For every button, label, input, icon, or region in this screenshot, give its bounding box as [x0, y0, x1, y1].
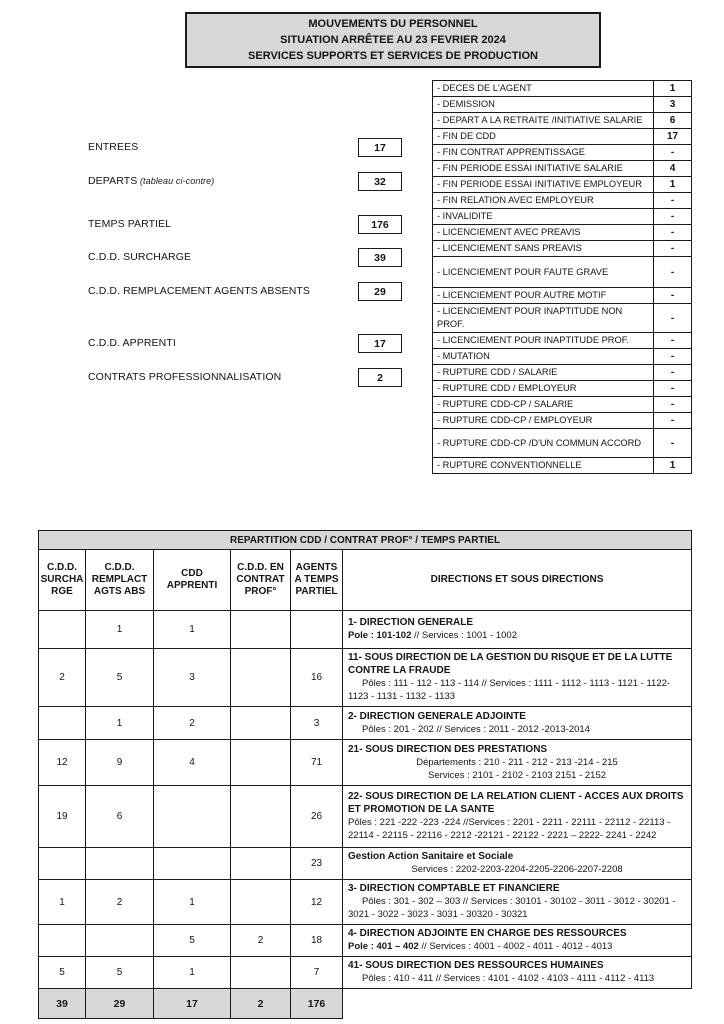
- summary-item: [88, 138, 402, 157]
- departs-label: - FIN CONTRAT APPRENTISSAGE: [433, 145, 654, 161]
- rep-value-cell: 2: [39, 649, 86, 707]
- rep-value-cell: [39, 611, 86, 649]
- rep-direction-cell: [343, 786, 692, 848]
- departs-label: - LICENCIEMENT SANS PREAVIS: [433, 241, 654, 257]
- rep-direction-cell: [343, 611, 692, 649]
- rep-value-cell: 19: [39, 786, 86, 848]
- summary-value-box: 39: [358, 248, 402, 267]
- rep-value-cell: 9: [86, 740, 154, 786]
- repartition-title: REPARTITION CDD / CONTRAT PROF° / TEMPS PARTIEL: [39, 531, 692, 550]
- rep-column-header: C.D.D. EN CONTRAT PROF°: [231, 550, 291, 611]
- direction-detail-segment: Départements : 210 - 211 - 212 - 213 -214 - 215: [416, 756, 618, 768]
- departs-row: [433, 381, 692, 397]
- rep-value-cell: [291, 611, 343, 649]
- departs-value: -: [654, 349, 692, 365]
- summary-label: ENTREES: [88, 141, 139, 153]
- rep-row: [39, 848, 692, 880]
- departs-value: 1: [654, 81, 692, 97]
- summary-note: (tableau ci-contre): [137, 176, 215, 186]
- departs-row: [433, 288, 692, 304]
- departs-row: [433, 177, 692, 193]
- direction-detail: [348, 940, 686, 953]
- direction-title: 4- DIRECTION ADJOINTE EN CHARGE DES RESSOURCES: [348, 928, 627, 939]
- rep-value-cell: [39, 925, 86, 957]
- header-line-1: MOUVEMENTS DU PERSONNEL: [308, 18, 478, 30]
- departs-label: - LICENCIEMENT AVEC PREAVIS: [433, 225, 654, 241]
- departs-table-body: [433, 81, 692, 474]
- rep-direction-cell: [343, 925, 692, 957]
- direction-detail-segment: Pôles : 111 - 112 - 113 - 114 // Services : 1111 - 1112 - 1113 - 1121 - 1122-1123 - 1131 - 1132 - 1133: [348, 678, 671, 702]
- rep-table-body: [39, 611, 692, 1019]
- direction-detail-segment: Services : 2101 - 2102 - 2103 2151 - 2152: [428, 769, 607, 781]
- rep-total-cell: 39: [39, 989, 86, 1019]
- rep-value-cell: 5: [154, 925, 231, 957]
- summary-value-box: 176: [358, 215, 402, 234]
- summary-item: [88, 215, 402, 234]
- rep-direction-cell: [343, 740, 692, 786]
- departs-label: - DEMISSION: [433, 97, 654, 113]
- rep-value-cell: 5: [86, 957, 154, 989]
- rep-value-cell: 2: [86, 880, 154, 925]
- summary-label: CONTRATS PROFESSIONNALISATION: [88, 371, 282, 383]
- departs-row: [433, 413, 692, 429]
- departs-label: - LICENCIEMENT POUR FAUTE GRAVE: [433, 257, 654, 288]
- direction-title: 41- SOUS DIRECTION DES RESSOURCES HUMAINES: [348, 960, 604, 971]
- rep-value-cell: [86, 925, 154, 957]
- rep-row: [39, 649, 692, 707]
- rep-value-cell: [86, 848, 154, 880]
- direction-detail-segment: Pôles : 410 - 411 // Services : 4101 - 4102 - 4103 - 4111 - 4112 - 4113: [362, 973, 655, 984]
- rep-value-cell: 16: [291, 649, 343, 707]
- departs-value: -: [654, 241, 692, 257]
- departs-value: -: [654, 225, 692, 241]
- departs-value: -: [654, 257, 692, 288]
- departs-row: [433, 257, 692, 288]
- departs-label: - LICENCIEMENT POUR INAPTITUDE PROF.: [433, 333, 654, 349]
- departs-table: [432, 80, 692, 474]
- summary-label: TEMPS PARTIEL: [88, 218, 172, 230]
- departs-row: [433, 429, 692, 458]
- header-line-3: SERVICES SUPPORTS ET SERVICES DE PRODUCTION: [248, 50, 538, 62]
- rep-totals-row: [39, 989, 692, 1019]
- rep-value-cell: [231, 611, 291, 649]
- departs-label: - DEPART A LA RETRAITE /INITIATIVE SALARIE: [433, 113, 654, 129]
- rep-total-cell: 176: [291, 989, 343, 1019]
- departs-row: [433, 129, 692, 145]
- rep-value-cell: 5: [86, 649, 154, 707]
- rep-row: [39, 786, 692, 848]
- departs-row: [433, 365, 692, 381]
- rep-direction-cell: [343, 707, 692, 740]
- summary-panel: [88, 0, 402, 420]
- rep-value-cell: [231, 786, 291, 848]
- departs-row: [433, 113, 692, 129]
- direction-detail: [348, 677, 686, 703]
- rep-row: [39, 957, 692, 989]
- rep-value-cell: 1: [86, 707, 154, 740]
- rep-title-row: [39, 531, 692, 550]
- departs-label: - FIN DE CDD: [433, 129, 654, 145]
- direction-detail-segment: Pôles : 221 -222 -223 -224 //Services : 2201 - 2211 - 22111 - 22112 - 22113 - 22114 - 22115 - 22116 - 2212 -22121 - 22122 - 2221 – 2222- 2241 - 2242: [348, 817, 671, 841]
- rep-direction-cell: [343, 880, 692, 925]
- summary-label: C.D.D. REMPLACEMENT AGENTS ABSENTS: [88, 285, 311, 297]
- departs-row: [433, 397, 692, 413]
- rep-value-cell: 2: [154, 707, 231, 740]
- rep-value-cell: 23: [291, 848, 343, 880]
- departs-value: 6: [654, 113, 692, 129]
- departs-label: - RUPTURE CDD / SALARIE: [433, 365, 654, 381]
- rep-value-cell: 1: [154, 880, 231, 925]
- rep-value-cell: 1: [154, 957, 231, 989]
- summary-value-box: 32: [358, 172, 402, 191]
- direction-detail-segment: // Services : 1001 - 1002: [411, 630, 517, 641]
- rep-value-cell: 5: [39, 957, 86, 989]
- departs-label: - RUPTURE CDD-CP / SALARIE: [433, 397, 654, 413]
- departs-value: 17: [654, 129, 692, 145]
- rep-value-cell: 18: [291, 925, 343, 957]
- rep-value-cell: [231, 740, 291, 786]
- departs-label: - FIN RELATION AVEC EMPLOYEUR: [433, 193, 654, 209]
- summary-label: DEPARTS (tableau ci-contre): [88, 175, 215, 187]
- direction-detail-segment: Pole : 401 – 402: [348, 941, 419, 952]
- departs-row: [433, 349, 692, 365]
- departs-label: - RUPTURE CDD-CP /D'UN COMMUN ACCORD: [433, 429, 654, 458]
- summary-item: [88, 334, 402, 353]
- summary-item: [88, 172, 402, 191]
- rep-value-cell: [39, 848, 86, 880]
- rep-value-cell: [231, 649, 291, 707]
- rep-value-cell: 12: [291, 880, 343, 925]
- direction-detail-segment: Pole : 101-102: [348, 630, 412, 641]
- departs-value: -: [654, 333, 692, 349]
- rep-value-cell: 1: [86, 611, 154, 649]
- rep-total-cell: 2: [231, 989, 291, 1019]
- departs-label: - RUPTURE CDD-CP / EMPLOYEUR: [433, 413, 654, 429]
- departs-row: [433, 333, 692, 349]
- rep-value-cell: 3: [154, 649, 231, 707]
- direction-detail: [348, 816, 686, 842]
- departs-row: [433, 81, 692, 97]
- departs-label: - LICENCIEMENT POUR AUTRE MOTIF: [433, 288, 654, 304]
- summary-value-box: 17: [358, 334, 402, 353]
- rep-value-cell: 4: [154, 740, 231, 786]
- rep-column-header: C.D.D. REMPLACT AGTS ABS: [86, 550, 154, 611]
- departs-row: [433, 225, 692, 241]
- departs-row: [433, 241, 692, 257]
- rep-column-header: DIRECTIONS ET SOUS DIRECTIONS: [343, 550, 692, 611]
- rep-empty-cell: [343, 989, 692, 1019]
- departs-row: [433, 145, 692, 161]
- rep-column-header: CDD APPRENTI: [154, 550, 231, 611]
- summary-value-box: 2: [358, 368, 402, 387]
- rep-value-cell: 1: [154, 611, 231, 649]
- direction-title: 1- DIRECTION GENERALE: [348, 617, 474, 628]
- rep-value-cell: [231, 880, 291, 925]
- rep-row: [39, 740, 692, 786]
- summary-item: [88, 248, 402, 267]
- departs-value: -: [654, 365, 692, 381]
- summary-item: [88, 368, 402, 387]
- direction-detail: [348, 972, 686, 985]
- rep-value-cell: 12: [39, 740, 86, 786]
- rep-value-cell: [39, 707, 86, 740]
- rep-row: [39, 611, 692, 649]
- direction-detail: [348, 769, 686, 782]
- rep-row: [39, 707, 692, 740]
- departs-row: [433, 97, 692, 113]
- departs-label: - MUTATION: [433, 349, 654, 365]
- rep-value-cell: 71: [291, 740, 343, 786]
- departs-value: -: [654, 193, 692, 209]
- rep-direction-cell: [343, 649, 692, 707]
- direction-detail: [348, 756, 686, 769]
- rep-value-cell: [231, 848, 291, 880]
- direction-title: 21- SOUS DIRECTION DES PRESTATIONS: [348, 743, 548, 755]
- rep-value-cell: 6: [86, 786, 154, 848]
- departs-value: 1: [654, 458, 692, 474]
- departs-value: -: [654, 397, 692, 413]
- direction-detail-segment: Pôles : 201 - 202 // Services : 2011 - 2012 -2013-2014: [362, 723, 590, 735]
- rep-column-header: AGENTS A TEMPS PARTIEL: [291, 550, 343, 611]
- rep-value-cell: 26: [291, 786, 343, 848]
- rep-value-cell: [154, 786, 231, 848]
- rep-value-cell: [231, 957, 291, 989]
- summary-label: C.D.D. SURCHARGE: [88, 251, 192, 263]
- departs-label: - RUPTURE CDD / EMPLOYEUR: [433, 381, 654, 397]
- rep-row: [39, 925, 692, 957]
- departs-row: [433, 193, 692, 209]
- departs-label: - FIN PERIODE ESSAI INITIATIVE SALARIE: [433, 161, 654, 177]
- rep-value-cell: [154, 848, 231, 880]
- rep-direction-cell: [343, 957, 692, 989]
- rep-row: [39, 880, 692, 925]
- direction-detail: [348, 723, 686, 736]
- direction-title: Gestion Action Sanitaire et Sociale: [348, 851, 514, 862]
- departs-label: - DECES DE L'AGENT: [433, 81, 654, 97]
- departs-value: -: [654, 288, 692, 304]
- header-line-2: SITUATION ARRÊTEE AU 23 FEVRIER 2024: [280, 34, 506, 46]
- summary-label: C.D.D. APPRENTI: [88, 337, 176, 349]
- direction-detail-segment: Pôles : 301 - 302 – 303 // Services : 30101 - 30102 - 3011 - 3012 - 30201 - 3021 - 3022 - 3023 - 3031 - 30320 - 30321: [348, 896, 676, 920]
- direction-title: 11- SOUS DIRECTION DE LA GESTION DU RISQUE ET DE LA LUTTE CONTRE LA FRAUDE: [348, 652, 673, 676]
- rep-column-header: C.D.D. SURCHARGE: [39, 550, 86, 611]
- rep-value-cell: 2: [231, 925, 291, 957]
- direction-detail: [348, 863, 686, 876]
- rep-value-cell: [231, 707, 291, 740]
- direction-detail-segment: // Services : 4001 - 4002 - 4011 - 4012 - 4013: [418, 941, 613, 952]
- departs-row: [433, 458, 692, 474]
- departs-value: -: [654, 145, 692, 161]
- direction-title: 2- DIRECTION GENERALE ADJOINTE: [348, 710, 526, 722]
- departs-value: -: [654, 413, 692, 429]
- repartition-table: [38, 530, 692, 1019]
- departs-value: 3: [654, 97, 692, 113]
- departs-label: - FIN PERIODE ESSAI INITIATIVE EMPLOYEUR: [433, 177, 654, 193]
- direction-detail: [348, 629, 686, 642]
- rep-value-cell: 1: [39, 880, 86, 925]
- summary-value-box: 29: [358, 282, 402, 301]
- direction-title: 3- DIRECTION COMPTABLE ET FINANCIERE: [348, 883, 560, 894]
- summary-item: [88, 282, 402, 301]
- direction-title: 22- SOUS DIRECTION DE LA RELATION CLIENT - ACCES AUX DROITS ET PROMOTION DE LA SANTE: [348, 791, 684, 815]
- rep-total-cell: 29: [86, 989, 154, 1019]
- direction-detail-segment: Services : 2202-2203-2204-2205-2206-2207-2208: [411, 864, 623, 875]
- departs-label: - LICENCIEMENT POUR INAPTITUDE NON PROF.: [433, 304, 654, 333]
- direction-detail: [348, 895, 686, 921]
- summary-value-box: 17: [358, 138, 402, 157]
- rep-value-cell: 3: [291, 707, 343, 740]
- departs-row: [433, 209, 692, 225]
- rep-direction-cell: [343, 848, 692, 880]
- departs-value: 1: [654, 177, 692, 193]
- departs-row: [433, 304, 692, 333]
- departs-value: -: [654, 304, 692, 333]
- rep-value-cell: 7: [291, 957, 343, 989]
- departs-label: - INVALIDITE: [433, 209, 654, 225]
- rep-header-row: [39, 550, 692, 611]
- departs-label: - RUPTURE CONVENTIONNELLE: [433, 458, 654, 474]
- departs-row: [433, 161, 692, 177]
- rep-total-cell: 17: [154, 989, 231, 1019]
- departs-value: -: [654, 429, 692, 458]
- departs-value: 4: [654, 161, 692, 177]
- departs-value: -: [654, 381, 692, 397]
- departs-value: -: [654, 209, 692, 225]
